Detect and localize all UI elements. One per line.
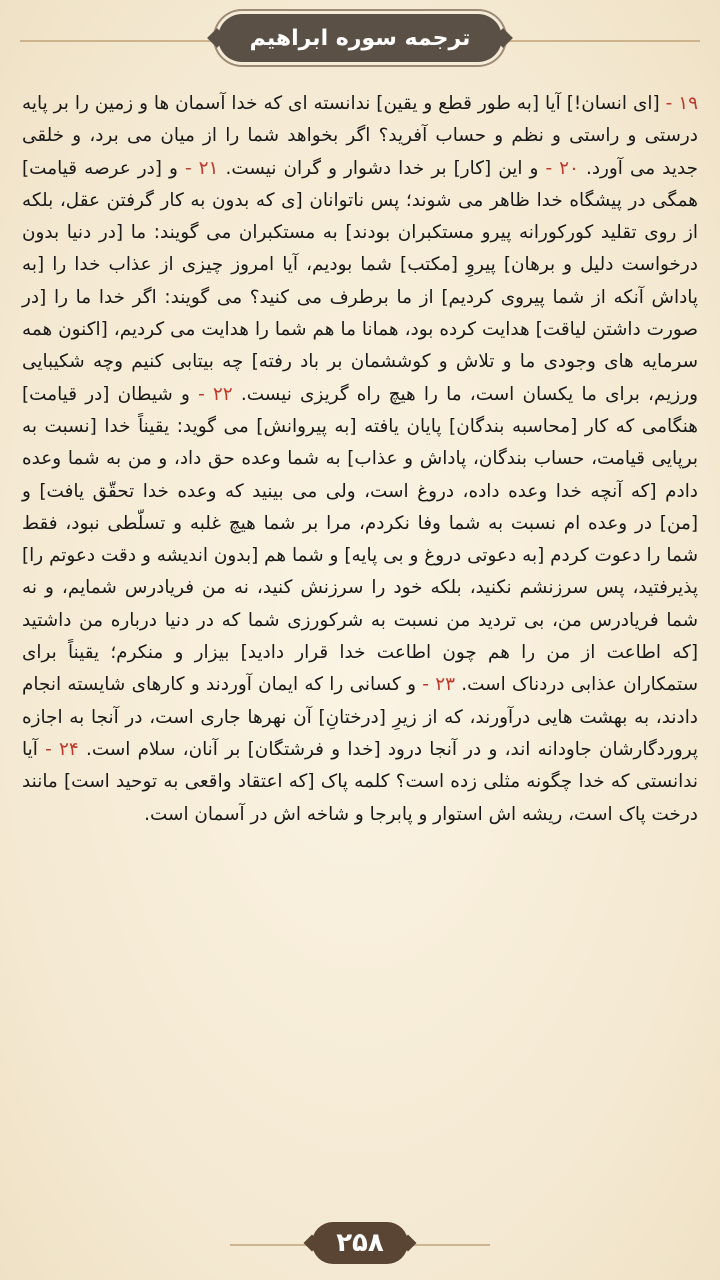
verse-number: ۲۴ -	[45, 738, 79, 760]
verse-text: آیا ندانستی که خدا چگونه مثلی زده است؟ کلمه پاک [که اعتقاد واقعی به توحید است] مانند درخت پاک است، ریشه اش استوار و پابرجا و شاخه اش در آسمان است.	[22, 738, 698, 825]
verse-number: ۲۱ -	[184, 157, 219, 179]
page-title: ترجمه سوره ابراهیم	[249, 25, 471, 51]
verse-number: ۲۳ -	[422, 674, 455, 696]
verse-number: ۲۲ -	[198, 383, 233, 405]
verse-number: ۱۹ -	[665, 93, 699, 114]
verse-text: و [در عرصه قیامت] همگی در پیشگاه خدا ظاهر می شوند؛ پس ناتوانان [ی که بدون به کار گرفتن عقل، بلکه از روی تقلید کورکورانه پیرو مستکبران بودند] به مستکبران می گویند: ما [در دنیا بدون درخواست دلیل و برهان] پیروِ [مکتب] شما بودیم، آیا امروز چیزی از عذاب خدا را [به پاداش آنکه از شما پیروی کردیم] از ما برطرف می کنید؟ می گویند: اگر خدا ما را [در صورت داشتن لیاقت] هدایت کرده بود، همانا ما هم شما را هدایت می کردیم، [اکنون همه سرمایه های وجودی ما و تلاش و کوششمان بر باد رفته] چه بیتابی کنیم وچه شکیبایی ورزیم، برای ما یکسان است، ما را هیچ راه گریزی نیست.	[22, 157, 698, 405]
translation-text	[22, 88, 698, 831]
verse-text: و این [کار] بر خدا دشوار و گران نیست.	[225, 157, 546, 179]
verse-text: و کسانی را که ایمان آوردند و کارهای شایسته انجام دادند، به بهشت هایی درآورند، که از زیرِ [درختانِ] آن نهرها جاری است، در آنجا به اجازه پروردگارشان جاودانه اند، و در آنجا درود [خدا و فرشتگان] بر آنان، سلام است.	[22, 674, 698, 760]
verse-text: و شیطان [در قیامت] هنگامی که کار [محاسبه بندگان] پایان یافته [به پیروانش] می گوید: یقیناً خدا [نسبت به برپایی قیامت، حساب بندگان، پاداش و عذاب] به شما وعده حق داد، و من به شما وعده دادم [که آنچه خدا وعده داده، دروغ است، ولی می بینید که وعده خدا تحقّق یافت] و [من] در وعده ام نسبت به شما وفا نکردم، مرا بر شما هیچ غلبه و تسلّطی نبود، فقط شما را دعوت کردم [به دعوتی دروغ و بی پایه] و شما هم [بدون اندیشه و دقت دعوتم را] پذیرفتید، پس سرزنشم نکنید، بلکه خود را سرزنش کنید، نه من فریادرس شمایم، و نه شما فریادرس من، بی تردید من نسبت به شرکورزی شما که در دنیا درباره من داشتید [که اطاعت از من را هم چون اطاعت خدا قرار دادید] بیزار و منکرم؛ یقیناً برای ستمکاران عذابی دردناک است.	[22, 383, 699, 696]
page-number: ۲۵۸	[336, 1228, 384, 1258]
verse-number: ۲۰ -	[545, 157, 579, 179]
verse-text: [ای انسان!] آیا [به طور قطع و یقین] ندانسته ای که خدا آسمان ها و زمین را بر پایه درستی و راستی و نظم و حساب آفرید؟ اگر بخواهد شما را از میان می برد، و خلقی جدید می آورد.	[22, 93, 698, 179]
page-number-badge	[312, 1222, 408, 1264]
title-banner	[218, 14, 502, 62]
